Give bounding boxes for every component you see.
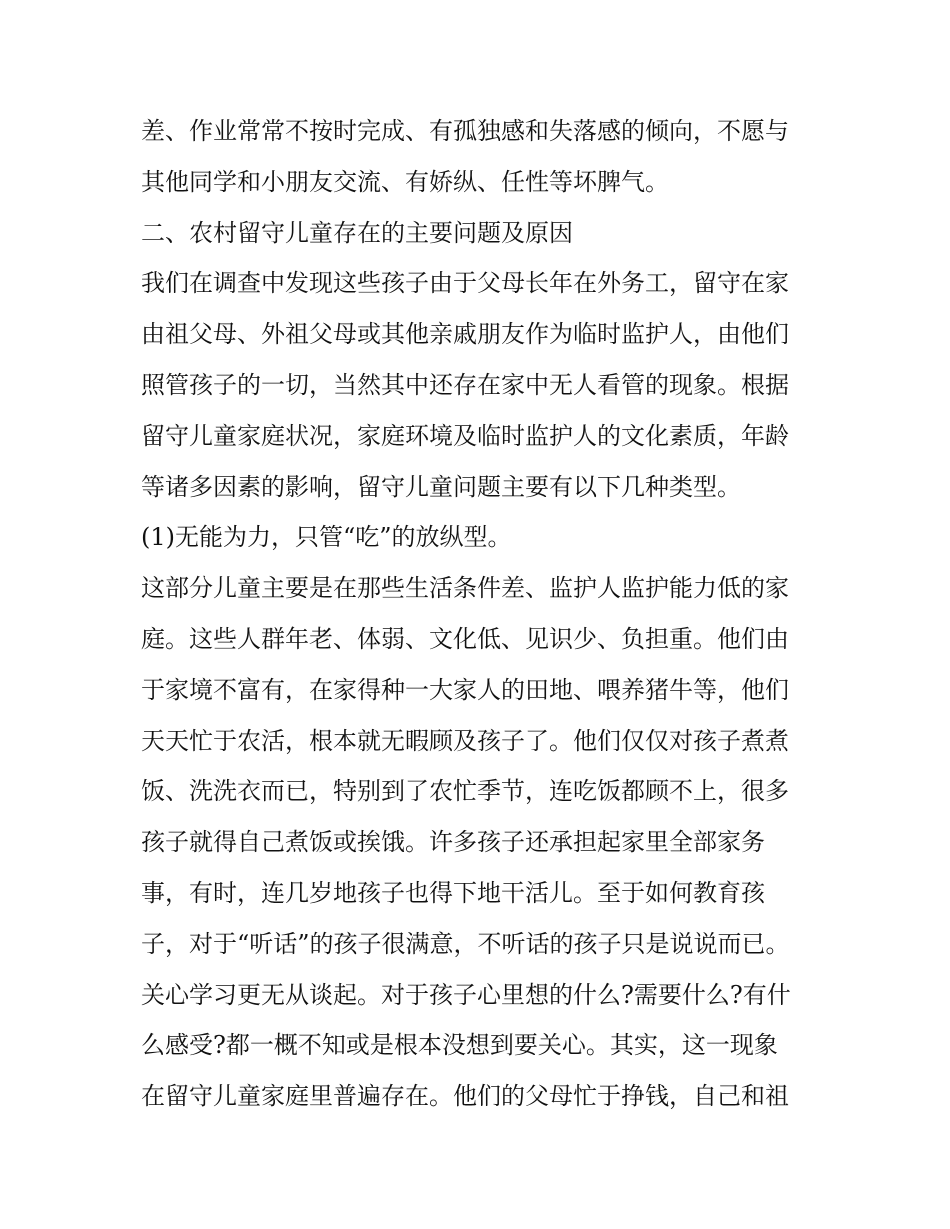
text-line: 庭。这些人群年老、体弱、文化低、见识少、负担重。他们由 <box>141 624 789 653</box>
document-body <box>141 106 821 1122</box>
text-line: 这部分儿童主要是在那些生活条件差、监护人监护能力低的家 <box>141 574 789 603</box>
text-line: 等诸多因素的影响，留守儿童问题主要有以下几种类型。 <box>141 472 741 501</box>
text-line: 事，有时，连几岁地孩子也得下地干活儿。至于如何教育孩 <box>141 878 765 907</box>
text-line: 留守儿童家庭状况，家庭环境及临时监护人的文化素质，年龄 <box>141 421 789 450</box>
section-heading: 二、农村留守儿童存在的主要问题及原因 <box>141 218 573 247</box>
text-line: 饭、洗洗衣而已，特别到了农忙季节，连吃饭都顾不上，很多 <box>141 777 789 806</box>
text-line: 天天忙于农活，根本就无暇顾及孩子了。他们仅仅对孩子煮煮 <box>141 726 789 755</box>
text-line: 在留守儿童家庭里普遍存在。他们的父母忙于挣钱，自己和祖 <box>141 1082 789 1111</box>
text-line: 于家境不富有，在家得种一大家人的田地、喂养猪牛等，他们 <box>141 675 789 704</box>
text-line: 其他同学和小朋友交流、有娇纵、任性等坏脾气。 <box>141 167 669 196</box>
text-line: 我们在调查中发现这些孩子由于父母长年在外务工，留守在家 <box>141 269 789 298</box>
text-line: 关心学习更无从谈起。对于孩子心里想的什么?需要什么?有什 <box>141 980 791 1009</box>
text-line: 子，对于“听话”的孩子很满意，不听话的孩子只是说说而已。 <box>141 929 790 958</box>
text-line: 差、作业常常不按时完成、有孤独感和失落感的倾向，不愿与 <box>141 117 789 145</box>
text-line: 照管孩子的一切，当然其中还存在家中无人看管的现象。根据 <box>141 370 789 399</box>
subsection-heading: (1)无能为力，只管“吃”的放纵型。 <box>141 523 512 552</box>
text-line: 由祖父母、外祖父母或其他亲戚朋友作为临时监护人，由他们 <box>141 320 789 349</box>
text-line: 么感受?都一概不知或是根本没想到要关心。其实，这一现象 <box>141 1031 778 1060</box>
text-line: 孩子就得自己煮饭或挨饿。许多孩子还承担起家里全部家务 <box>141 828 765 857</box>
